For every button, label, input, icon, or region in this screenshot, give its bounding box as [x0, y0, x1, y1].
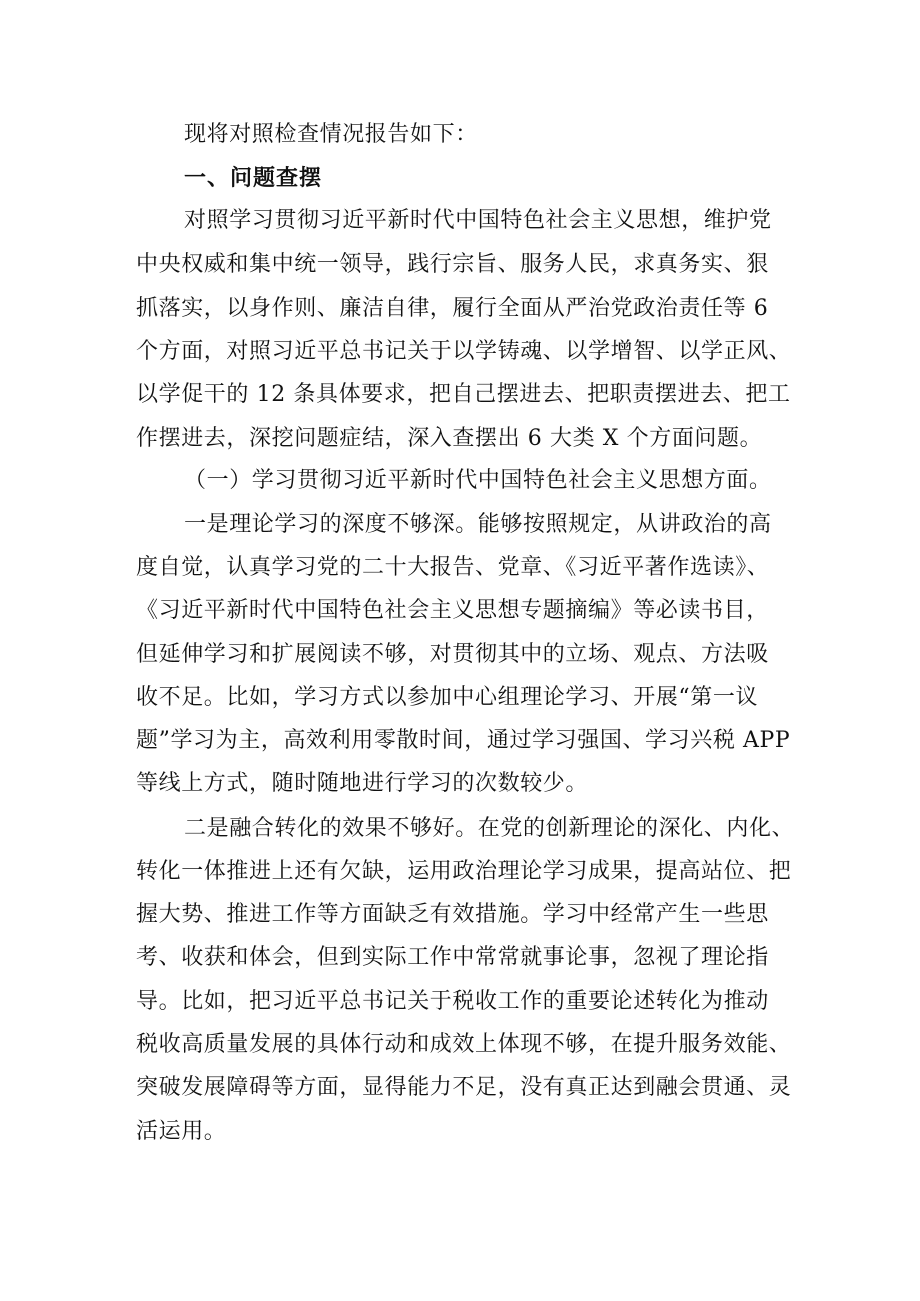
paragraph-line: 导。比如，把习近平总书记关于税收工作的重要论述转化为推动: [136, 989, 769, 1014]
paragraph-line: 对照学习贯彻习近平新时代中国特色社会主义思想，维护党: [184, 208, 772, 233]
paragraph-line: 活运用。: [136, 1119, 227, 1144]
paragraph-line: 个方面，对照习近平总书记关于以学铸魂、以学增智、以学正风、: [136, 339, 792, 364]
paragraph-line: 等线上方式，随时随地进行学习的次数较少。: [136, 771, 589, 796]
paragraph-line: 握大势、推进工作等方面缺乏有效措施。学习中经常产生一些思: [136, 902, 769, 927]
paragraph-line: 转化一体推进上还有欠缺，运用政治理论学习成果，提高站位、把: [136, 859, 792, 884]
paragraph-line: 突破发展障碍等方面，显得能力不足，没有真正达到融会贯通、灵: [136, 1075, 792, 1100]
paragraph-line: 《习近平新时代中国特色社会主义思想专题摘编》等必读书目，: [136, 598, 769, 623]
paragraph-line: 中央权威和集中统一领导，践行宗旨、服务人民，求真务实、狠: [136, 252, 769, 277]
paragraph-line: 但延伸学习和扩展阅读不够，对贯彻其中的立场、观点、方法吸: [136, 642, 769, 667]
paragraph-line: 考、收获和体会，但到实际工作中常常就事论事，忽视了理论指: [136, 945, 769, 970]
paragraph-line: 作摆进去，深挖问题症结，深入查摆出 6 大类 X 个方面问题。: [136, 426, 763, 451]
paragraph-line: 收不足。比如，学习方式以参加中心组理论学习、开展“第一议: [136, 685, 759, 710]
paragraph-line: 度自觉，认真学习党的二十大报告、党章、《习近平著作选读》、: [136, 555, 770, 580]
paragraph-line: 二是融合转化的效果不够好。在党的创新理论的深化、内化、: [184, 816, 795, 841]
paragraph-line: 以学促干的 12 条具体要求，把自己摆进去、把职责摆进去、把工: [136, 382, 791, 407]
intro-line: 现将对照检查情况报告如下：: [184, 122, 478, 147]
section-heading: 一、问题查摆: [184, 166, 323, 191]
paragraph-line: 抓落实，以身作则、廉洁自律，履行全面从严治党政治责任等 6: [136, 296, 769, 321]
paragraph-line: 题”学习为主，高效利用零散时间，通过学习强国、学习兴税 APP: [136, 728, 791, 753]
subsection-heading: （一）学习贯彻习近平新时代中国特色社会主义思想方面。: [184, 468, 772, 493]
paragraph-line: 税收高质量发展的具体行动和成效上体现不够，在提升服务效能、: [136, 1032, 792, 1057]
paragraph-line: 一是理论学习的深度不够深。能够按照规定，从讲政治的高: [184, 512, 772, 537]
